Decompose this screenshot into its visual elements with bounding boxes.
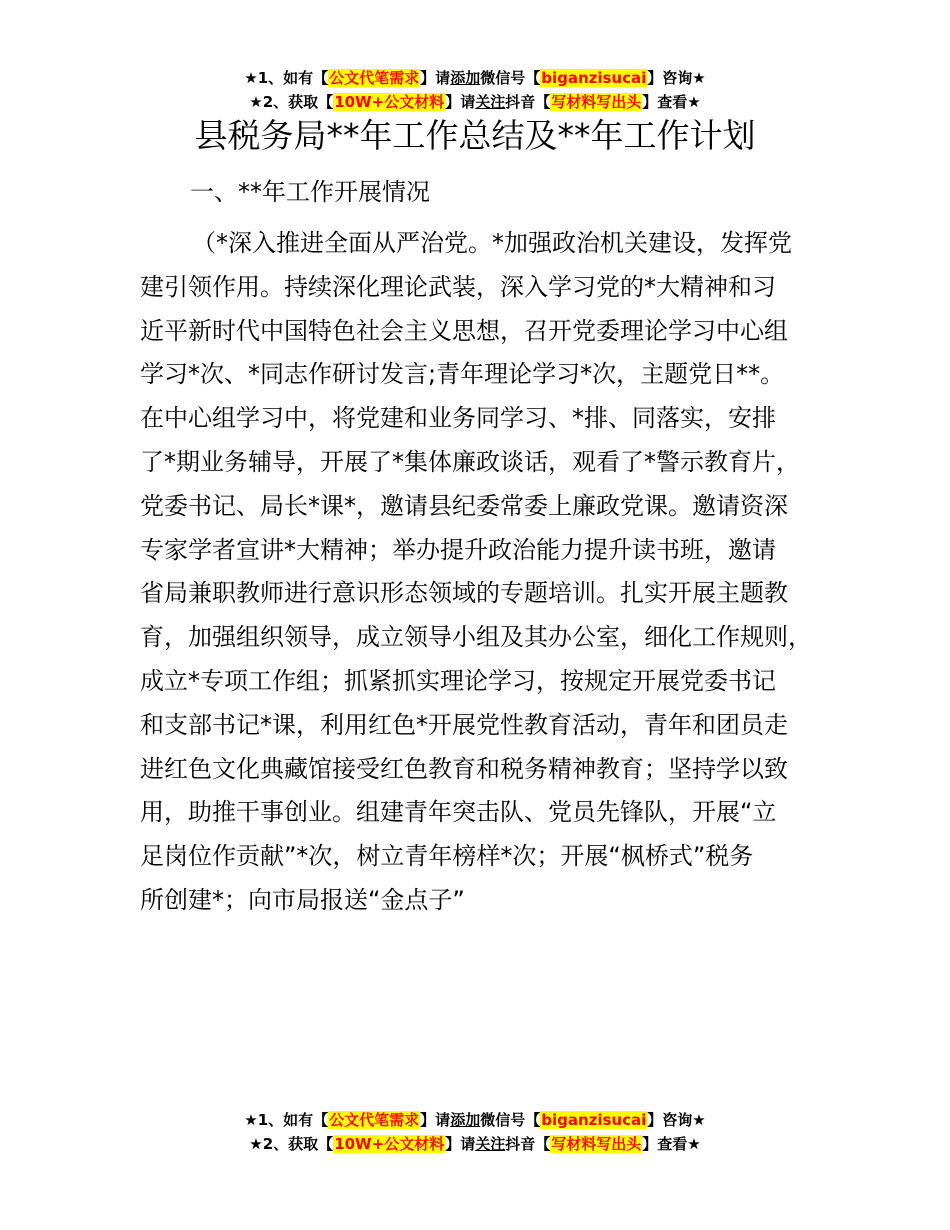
banner-text: 微信号【 [480, 1111, 541, 1129]
highlight-douyin-account: 写材料写出头 [551, 1135, 642, 1153]
top-banner [0, 66, 950, 114]
paragraph-line: 省局兼职教师进行意识形态领域的专题培训。扎实开展主题教 [140, 579, 788, 608]
paragraph-line: 用，助推干事创业。组建青年突击队、党员先锋队，开展“立 [140, 798, 777, 827]
banner-text: 】请 [445, 93, 476, 111]
highlight-wechat-id: biganzisucai [541, 69, 647, 87]
paragraph-line: 了*期业务辅导，开展了*集体廉政谈话，观看了*警示教育片， [140, 447, 800, 476]
body-paragraph [140, 222, 840, 923]
section-heading: 一、**年工作开展情况 [190, 178, 430, 206]
paragraph-line: 党委书记、局长*课*，邀请县纪委常委上廉政党课。邀请资深 [140, 491, 788, 520]
banner-text: 】咨询★ [647, 1111, 706, 1129]
highlight-service: 公文代笔需求 [329, 1111, 420, 1129]
paragraph-line: 育，加强组织领导，成立领导小组及其办公室，细化工作规则， [140, 623, 812, 652]
banner-line-1 [0, 1108, 950, 1132]
banner-text: 抖音【 [505, 1135, 551, 1153]
banner-text: 】请 [420, 69, 451, 87]
banner-text: 】请 [445, 1135, 476, 1153]
paragraph-line: 建引领作用。持续深化理论武装，深入学习党的*大精神和习 [140, 272, 776, 301]
banner-line-2 [0, 90, 950, 114]
banner-text: 抖音【 [505, 93, 551, 111]
paragraph-line: 学习*次、*同志作研讨发言;青年理论学习*次，主题党日**。 [140, 360, 785, 389]
paragraph-line: 足岗位作贡献”*次，树立青年榜样*次；开展“枫桥式”税务 [140, 842, 754, 871]
banner-text: ★2、获取【 [249, 93, 334, 111]
paragraph-line: 所创建*；向市局报送“金点子” [140, 885, 465, 914]
document-title: 县税务局**年工作总结及**年工作计划 [194, 116, 756, 155]
paragraph-line: 和支部书记*课，利用红色*开展党性教育活动，青年和团员走 [140, 710, 788, 739]
paragraph-line: （*深入推进全面从严治党。*加强政治机关建设，发挥党 [192, 229, 792, 257]
banner-text-underlined: 添加 [450, 69, 481, 87]
banner-text: ★1、如有【 [244, 1111, 329, 1129]
banner-text: 】咨询★ [647, 69, 706, 87]
banner-text: 微信号【 [480, 69, 541, 87]
paragraph-line: 成立*专项工作组；抓紧抓实理论学习，按规定开展党委书记 [140, 666, 776, 695]
banner-line-2 [0, 1132, 950, 1156]
highlight-materials: 10W+公文材料 [334, 93, 445, 111]
highlight-wechat-id: biganzisucai [541, 1111, 647, 1129]
banner-text: 】请 [420, 1111, 451, 1129]
paragraph-line: 在中心组学习中，将党建和业务同学习、*排、同落实，安排 [140, 404, 776, 433]
highlight-service: 公文代笔需求 [329, 69, 420, 87]
banner-line-1 [0, 66, 950, 90]
banner-text: 】查看★ [642, 93, 701, 111]
highlight-materials: 10W+公文材料 [334, 1135, 445, 1153]
banner-text-underlined: 关注 [475, 1135, 506, 1153]
highlight-douyin-account: 写材料写出头 [551, 93, 642, 111]
paragraph-line: 近平新时代中国特色社会主义思想，召开党委理论学习中心组 [140, 316, 788, 345]
paragraph-line: 进红色文化典藏馆接受红色教育和税务精神教育；坚持学以致 [140, 754, 788, 783]
banner-text-underlined: 关注 [475, 93, 506, 111]
bottom-banner [0, 1108, 950, 1156]
banner-text: ★2、获取【 [249, 1135, 334, 1153]
banner-text-underlined: 添加 [450, 1111, 481, 1129]
banner-text: ★1、如有【 [244, 69, 329, 87]
banner-text: 】查看★ [642, 1135, 701, 1153]
paragraph-line: 专家学者宣讲*大精神；举办提升政治能力提升读书班，邀请 [140, 535, 776, 564]
